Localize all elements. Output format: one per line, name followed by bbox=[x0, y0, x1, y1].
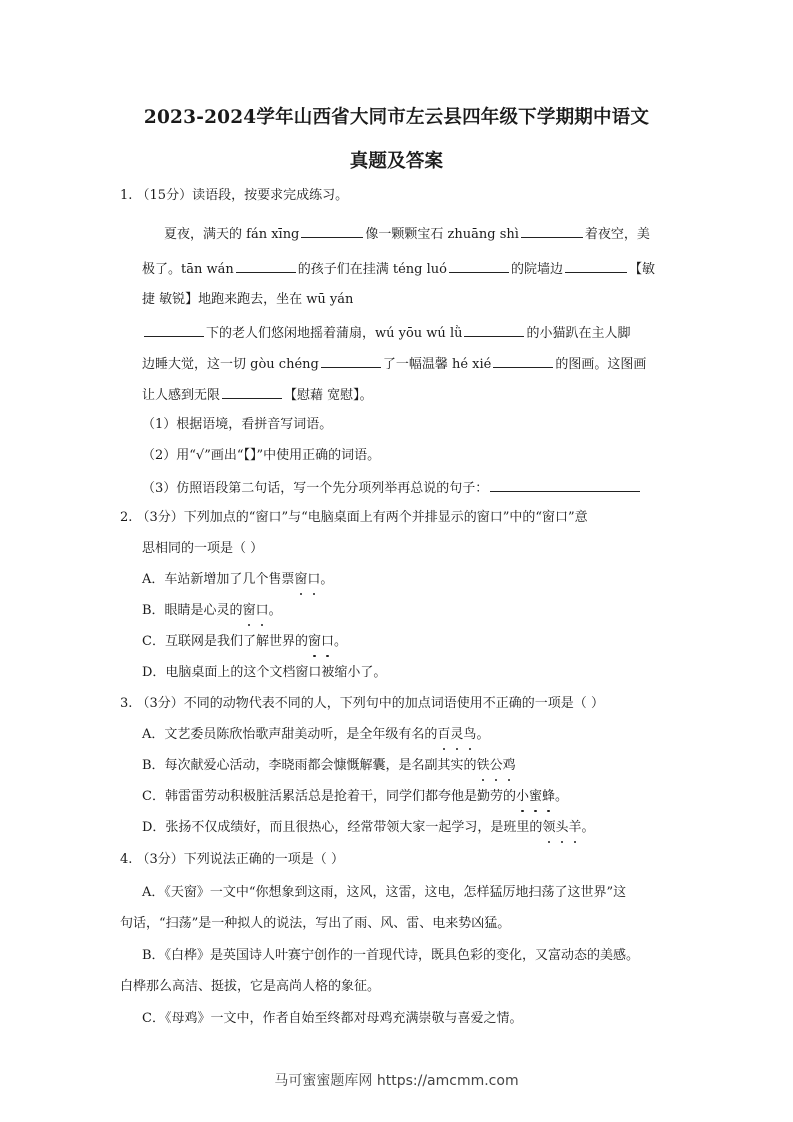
q3-option-c[interactable] bbox=[142, 787, 568, 807]
text: 。 bbox=[581, 820, 595, 835]
dotted-char: 领 bbox=[542, 818, 555, 838]
text: D．张扬不仅成绩好，而且很热心，经常带领大家一起学习，是班里的 bbox=[142, 820, 543, 835]
text: 【敏 bbox=[628, 262, 655, 277]
q2-header: 2. （3分）下列加点的“窗口”与“电脑桌面上有两个并排显示的窗口”中的“窗口”意 bbox=[120, 510, 588, 525]
text: 。 bbox=[555, 789, 569, 804]
text: 的小猫趴在主人脚 bbox=[526, 326, 631, 341]
q3-header: 3. （3分）不同的动物代表不同的人，下列句中的加点词语使用不正确的一项是（ ） bbox=[120, 696, 604, 711]
q2-option-d[interactable]: D．电脑桌面上的这个文档窗口被缩小了。 bbox=[142, 665, 387, 680]
q1-header: 1. （15分）读语段，按要求完成练习。 bbox=[120, 188, 349, 203]
q4-option-b-line1[interactable]: B．《白桦》是英国诗人叶赛宁创作的一首现代诗，既具色彩的变化，又富动态的美感。 bbox=[142, 948, 640, 963]
answer-blank[interactable] bbox=[222, 384, 282, 399]
q3-option-a[interactable] bbox=[142, 725, 489, 745]
answer-blank[interactable] bbox=[521, 223, 583, 238]
dotted-char: 百 bbox=[437, 725, 450, 745]
dotted-char: 小 bbox=[516, 787, 529, 807]
text: C．互联网是我们了解世界的 bbox=[142, 634, 308, 649]
text: 边睡大觉，这一切 gòu chéng bbox=[142, 357, 319, 372]
q4-option-c-line1[interactable]: C．《母鸡》一文中，作者自始至终都对母鸡充满崇敬与喜爱之情。 bbox=[142, 1011, 523, 1026]
q4-option-a-line2: 句话，“扫荡”是一种拟人的说法，写出了雨、风、雷、电来势凶猛。 bbox=[120, 916, 511, 931]
q1-passage-line6 bbox=[142, 384, 373, 406]
answer-blank[interactable] bbox=[236, 258, 296, 273]
dotted-char: 灵 bbox=[450, 725, 463, 745]
page-title-line1: 2023-2024学年山西省大同市左云县四年级下学期期中语文 bbox=[143, 107, 650, 128]
q2-option-c[interactable] bbox=[142, 632, 347, 652]
footer-watermark: 马可蜜蜜题库网 https://amcmm.com bbox=[274, 1073, 519, 1089]
dotted-char: 窗 bbox=[308, 632, 321, 652]
text: （3）仿照语段第二句话，写一个先分项列举再总说的句子： bbox=[142, 481, 489, 496]
q4-option-a-line1[interactable]: A．《天窗》一文中“你想象到这雨，这风，这雷，这电，怎样猛厉地扫荡了这世界”这 bbox=[142, 885, 627, 900]
q3-option-b[interactable] bbox=[142, 756, 516, 776]
dotted-char: 口 bbox=[256, 601, 269, 621]
dotted-char: 铁 bbox=[477, 756, 490, 776]
answer-blank[interactable] bbox=[144, 322, 204, 337]
q1-passage-line5 bbox=[142, 353, 646, 375]
answer-blank[interactable] bbox=[464, 322, 524, 337]
answer-blank[interactable] bbox=[493, 353, 553, 368]
answer-blank[interactable] bbox=[449, 258, 509, 273]
dotted-char: 窗 bbox=[243, 601, 256, 621]
dotted-char: 鸡 bbox=[503, 756, 516, 776]
text: B．眼睛是心灵的 bbox=[142, 603, 243, 618]
q1-sub3 bbox=[142, 477, 642, 499]
q4-option-b-line2: 白桦那么高洁、挺拔，它是高尚人格的象征。 bbox=[120, 979, 381, 994]
text: 。 bbox=[333, 634, 347, 649]
q1-sub1: （1）根据语境，看拼音写词语。 bbox=[142, 417, 333, 432]
dotted-char: 羊 bbox=[568, 818, 581, 838]
answer-blank[interactable] bbox=[490, 477, 640, 492]
dotted-char: 蜂 bbox=[542, 787, 555, 807]
answer-blank[interactable] bbox=[321, 353, 381, 368]
text: 。 bbox=[476, 727, 490, 742]
q1-passage-line2 bbox=[142, 258, 655, 280]
q4-header: 4. （3分）下列说法正确的一项是（ ） bbox=[120, 852, 344, 867]
dotted-char: 口 bbox=[307, 570, 320, 590]
answer-blank[interactable] bbox=[301, 223, 363, 238]
text: B．每次献爱心活动，李晓雨都会慷慨解囊，是名副其实的 bbox=[142, 758, 477, 773]
dotted-char: 口 bbox=[321, 632, 334, 652]
q1-passage-line1 bbox=[164, 223, 650, 245]
text: 着夜空，美 bbox=[584, 227, 650, 242]
page-title-line2: 真题及答案 bbox=[349, 151, 444, 172]
dotted-char: 鸟 bbox=[463, 725, 476, 745]
text: 的图画。这图画 bbox=[555, 357, 647, 372]
q2-header-cont: 思相同的一项是（ ） bbox=[142, 541, 264, 556]
dotted-char: 蜜 bbox=[529, 787, 542, 807]
text: A．车站新增加了几个售票 bbox=[142, 572, 295, 587]
text: 让人感到无限 bbox=[142, 388, 221, 403]
text: 像一颗颗宝石 zhuāng shì bbox=[365, 227, 519, 242]
dotted-char: 头 bbox=[555, 818, 568, 838]
text: 极了。tān wán bbox=[142, 262, 234, 277]
text: 夏夜，满天的 fán xīng bbox=[164, 227, 300, 242]
q1-passage-line4 bbox=[142, 322, 631, 344]
text: 下的老人们悠闲地摇着蒲扇，wú yōu wú lǜ bbox=[206, 326, 463, 341]
q3-option-d[interactable] bbox=[142, 818, 595, 838]
q2-option-b[interactable] bbox=[142, 601, 282, 621]
q1-sub2: （2）用“√”画出“【】”中使用正确的词语。 bbox=[142, 448, 381, 463]
q2-option-a[interactable] bbox=[142, 570, 333, 590]
text: 【慰藉 宽慰】。 bbox=[284, 388, 373, 403]
text: 。 bbox=[268, 603, 282, 618]
q1-passage-line3: 捷 敏锐】地跑来跑去，坐在 wū yán bbox=[142, 292, 354, 307]
text: A．文艺委员陈欣怡歌声甜美动听，是全年级有名的 bbox=[142, 727, 438, 742]
text: 了一幅温馨 hé xié bbox=[382, 357, 492, 372]
answer-blank[interactable] bbox=[565, 258, 627, 273]
text: 。 bbox=[320, 572, 334, 587]
text: 的孩子们在挂满 téng luó bbox=[297, 262, 447, 277]
dotted-char: 公 bbox=[490, 756, 503, 776]
dotted-char: 窗 bbox=[294, 570, 307, 590]
text: 的院墙边 bbox=[510, 262, 563, 277]
text: C．韩雷雷劳动积极脏活累活总是抢着干，同学们都夸他是勤劳的 bbox=[142, 789, 516, 804]
